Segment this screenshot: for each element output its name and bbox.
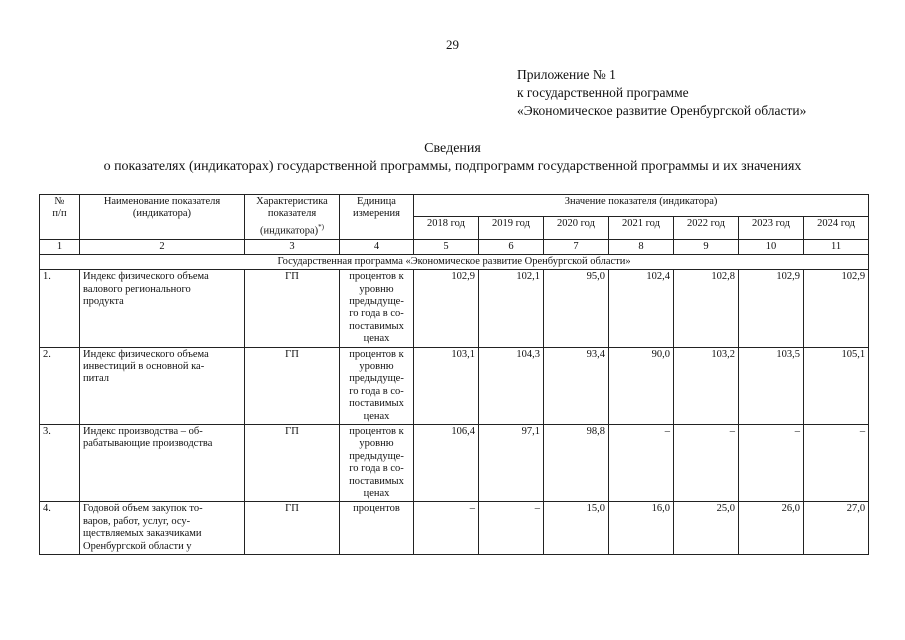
- row-value: –: [674, 425, 739, 502]
- header-year: 2019 год: [479, 217, 544, 239]
- row-unit: процентов к уровню предыдуще- го года в со- поставимых ценах: [340, 347, 414, 424]
- row-characteristic: ГП: [245, 270, 340, 347]
- header-year: 2023 год: [739, 217, 804, 239]
- row-value: 102,1: [479, 270, 544, 347]
- row-num: 2.: [40, 347, 80, 424]
- row-indicator-name: Индекс физического объема валового регионального продукта: [80, 270, 245, 347]
- section-row: [40, 254, 869, 269]
- column-number: 9: [674, 239, 739, 254]
- row-value: 26,0: [739, 502, 804, 555]
- table-row: [40, 425, 869, 502]
- column-number: 1: [40, 239, 80, 254]
- document-title: [0, 140, 905, 176]
- header-row-1: [40, 195, 869, 217]
- row-value: –: [609, 425, 674, 502]
- column-number: 3: [245, 239, 340, 254]
- row-value: 103,1: [414, 347, 479, 424]
- header-name-text: Наименование показателя (индикатора): [103, 196, 221, 220]
- header-year: 2022 год: [674, 217, 739, 239]
- header-num-text: № п/п: [52, 196, 67, 220]
- row-characteristic: ГП: [245, 425, 340, 502]
- header-characteristic-text: Характеристика показателя (индикатора): [256, 196, 328, 237]
- column-number: 7: [544, 239, 609, 254]
- row-value: 98,8: [544, 425, 609, 502]
- table-row: [40, 270, 869, 347]
- header-name: [80, 195, 245, 240]
- page-number: 29: [446, 37, 459, 52]
- row-num: 3.: [40, 425, 80, 502]
- header-year: 2024 год: [804, 217, 869, 239]
- row-value: 25,0: [674, 502, 739, 555]
- row-value: 90,0: [609, 347, 674, 424]
- appendix-line-2: к государственной программе: [517, 85, 689, 100]
- row-value: –: [414, 502, 479, 555]
- row-value: 97,1: [479, 425, 544, 502]
- row-num: 1.: [40, 270, 80, 347]
- row-value: 95,0: [544, 270, 609, 347]
- row-value: 104,3: [479, 347, 544, 424]
- row-unit: процентов к уровню предыдуще- го года в со- поставимых ценах: [340, 270, 414, 347]
- row-value: –: [739, 425, 804, 502]
- title-line-1: Сведения: [424, 141, 481, 156]
- header-unit: [340, 195, 414, 240]
- indicators-table: [39, 194, 869, 555]
- section-title: Государственная программа «Экономическое развитие Оренбургской области»: [40, 254, 869, 269]
- header-characteristic-sup: *): [318, 222, 324, 231]
- column-number: 2: [80, 239, 245, 254]
- row-value: 106,4: [414, 425, 479, 502]
- appendix-line-1: Приложение № 1: [517, 67, 616, 82]
- row-characteristic: ГП: [245, 502, 340, 555]
- row-indicator-name: Индекс физического объема инвестиций в основной ка- питал: [80, 347, 245, 424]
- row-value: 102,9: [739, 270, 804, 347]
- row-value: 27,0: [804, 502, 869, 555]
- column-number: 4: [340, 239, 414, 254]
- table-row: [40, 347, 869, 424]
- row-value: 15,0: [544, 502, 609, 555]
- column-number: 5: [414, 239, 479, 254]
- column-number: 10: [739, 239, 804, 254]
- row-value: –: [479, 502, 544, 555]
- table-row: [40, 502, 869, 555]
- row-value: 102,9: [804, 270, 869, 347]
- row-indicator-name: Годовой объем закупок то- варов, работ, услуг, осу- ществляемых заказчиками Оренбургской области у: [80, 502, 245, 555]
- appendix-line-3: «Экономическое развитие Оренбургской области»: [517, 103, 807, 118]
- header-num: [40, 195, 80, 240]
- column-number: 6: [479, 239, 544, 254]
- row-num: 4.: [40, 502, 80, 555]
- row-value: 16,0: [609, 502, 674, 555]
- table-body: [40, 239, 869, 554]
- column-numbers-row: [40, 239, 869, 254]
- row-unit: процентов: [340, 502, 414, 555]
- header-year: 2018 год: [414, 217, 479, 239]
- row-value: 102,9: [414, 270, 479, 347]
- header-year: 2020 год: [544, 217, 609, 239]
- column-number: 11: [804, 239, 869, 254]
- row-value: 105,1: [804, 347, 869, 424]
- row-value: 103,5: [739, 347, 804, 424]
- row-value: 93,4: [544, 347, 609, 424]
- header-unit-text: Единица измерения: [353, 196, 400, 220]
- appendix-block: [517, 66, 806, 120]
- header-year: 2021 год: [609, 217, 674, 239]
- column-number: 8: [609, 239, 674, 254]
- header-value-group: Значение показателя (индикатора): [414, 195, 869, 217]
- header-characteristic: [245, 195, 340, 240]
- row-unit: процентов к уровню предыдуще- го года в со- поставимых ценах: [340, 425, 414, 502]
- row-value: 103,2: [674, 347, 739, 424]
- row-value: –: [804, 425, 869, 502]
- row-indicator-name: Индекс производства – об- рабатывающие производства: [80, 425, 245, 502]
- title-line-2: о показателях (индикаторах) государственной программы, подпрограмм государственной программы и их значениях: [103, 159, 802, 174]
- row-value: 102,8: [674, 270, 739, 347]
- row-characteristic: ГП: [245, 347, 340, 424]
- row-value: 102,4: [609, 270, 674, 347]
